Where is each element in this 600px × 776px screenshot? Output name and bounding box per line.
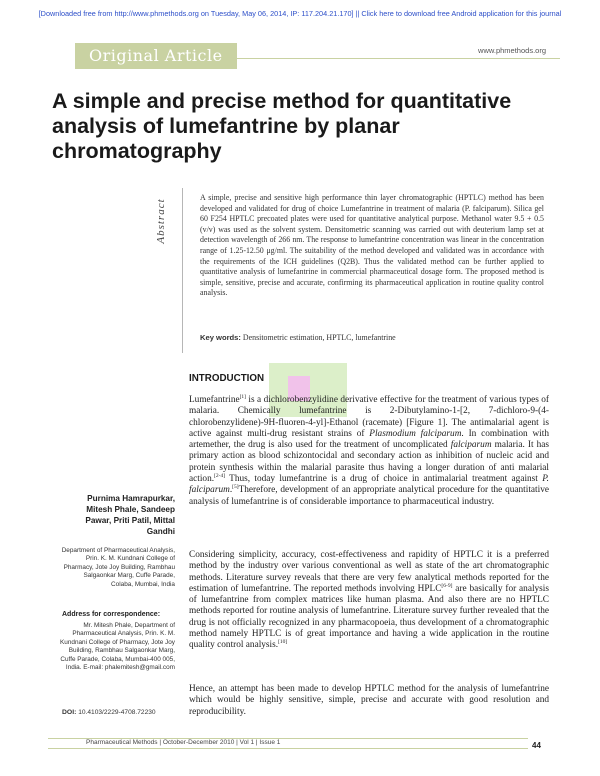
doi[interactable]: DOI: 10.4103/2229-4708.72230: [62, 709, 156, 716]
citation[interactable]: [6-9]: [441, 582, 453, 589]
affiliation: Department of Pharmaceutical Analysis, Prin. K. M. Kundnani College of Pharmacy, Jote Joy Building, Rambhau Salgaonkar Marg, Cuffe Parade, Colaba, Mumbai, India: [61, 547, 175, 588]
introduction-heading: INTRODUCTION: [189, 373, 265, 384]
keywords: [200, 333, 396, 342]
abstract-divider: [182, 188, 183, 353]
author-list: Purnima Hamrapurkar, Mitesh Phale, Sandeep Pawar, Priti Patil, Mittal Gandhi: [85, 494, 175, 536]
citation[interactable]: [2-4]: [214, 472, 226, 479]
correspondence-label: Address for correspondence:: [62, 611, 161, 618]
intro-paragraph-2: Considering simplicity, accuracy, cost-effectiveness and rapidity of HPTLC it is a preferred method by the industry over various conventional as well as state of the art chromatographic methods. Literature survey reveals that there are very few analytical methods reported for the estimation of lumefantrine. The reported methods involving HPLC[6-9] are basically for analysis of lumefantrine from complex matrices like human plasma. And also there are no HPTLC methods reported for routine analysis of lumefantrine. Literature survey further revealed that the drug is not officially recognized in any pharmacopoeia, thus development of a chromatographic method namely HPTLC is of great importance and having a wide application in the routine quality control analysis.[10]: [189, 550, 550, 651]
page-number: 44: [532, 741, 541, 750]
keywords-label: Key words:: [200, 333, 241, 342]
citation[interactable]: [1]: [239, 393, 247, 400]
intro-paragraph-3: Hence, an attempt has been made to develop HPTLC method for the analysis of lumefantrine which would be highly sensitive, simple, precise and accurate with good resolution and reproducibility.: [189, 684, 549, 717]
journal-url[interactable]: www.phmethods.org: [478, 46, 546, 55]
header-rule: [237, 58, 560, 59]
abstract-text: A simple, precise and sensitive high performance thin layer chromatographic (HPTLC) method has been developed and validated for drug of choice Lumefantrine in treatment of malaria (P. falciparum). Silica gel 60 F254 HPTLC precoated plates were used for quantitative analytical purpose. Methanol water 9.5 + 0.5 (v/v) was used as the solvent system. Densitometric scanning was carried out with deuterium lamp set at detection wavelength of 266 nm. The response to lumefantrine concentration was linear in the concentration range of 1.25-12.50 μg/ml. The suitability of the method developed and validated was in accordance with the requirements of the ICH guidelines (Q2B). Thus the validated method can be further applied to quantitative analysis of lumefantrine in commercial pharmaceutical dosage form. The proposed method is simple, sensitive, precise and accurate, confirming its pharmaceutical application in routine quality control analysis.: [200, 193, 544, 298]
citation[interactable]: [5]: [232, 484, 239, 491]
abstract-label-box: [148, 192, 174, 250]
keywords-list: Densitometric estimation, HPTLC, lumefantrine: [242, 333, 396, 342]
section-label: Original Article: [75, 43, 237, 69]
citation[interactable]: [10]: [278, 639, 288, 646]
journal-footer: Pharmaceutical Methods | October-December 2010 | Vol 1 | Issue 1: [86, 739, 281, 746]
download-banner[interactable]: [Downloaded free from http://www.phmethods.org on Tuesday, May 06, 2014, IP: 117.204.21.170] || Click here to download free Android application for this journal: [38, 9, 562, 18]
intro-paragraph-1: Lumefantrine[1] is a dichlorobenzylidine derivative effective for the treatment of various types of malaria. Chemically lumefantrine is 2-Dibutylamino-1-[2, 7-dichloro-9-(4-chlorobenzylidene)-9H-fluoren-4-yl]-Ethanol (racemate) [Figure 1]. The antimalarial agent is active against multi-drug resistant strains of Plasmodium falciparum. In combination with artemether, the drug is also used for the treatment of uncomplicated falciparum malaria. It has primary action as blood schizontocidal and secondary action as inhibition of nucleic acid and protein synthesis within the malarial parasite thus having a longer duration of anti malarial action.[2-4] Thus, today lumefantrine is a drug of choice in antimalarial treatment against P. falciparum.[5]Therefore, development of an appropriate analytical procedure for the quantitative analysis of lumefantrine is of considerable importance to pharmaceutical industry.: [189, 393, 549, 507]
abstract-label: Abstract: [155, 198, 167, 244]
correspondence-address: Mr. Mitesh Phale, Department of Pharmaceutical Analysis, Prin. K. M. Kundnani College of Pharmacy, Jote Joy Building, Rambhau Salgaonkar Marg, Cuffe Parade, Colaba, Mumbai-400 005, India. E-mail: phalemitesh@gmail.com: [60, 622, 175, 672]
article-title: A simple and precise method for quantitative analysis of lumefantrine by planar chromatography: [52, 89, 512, 163]
